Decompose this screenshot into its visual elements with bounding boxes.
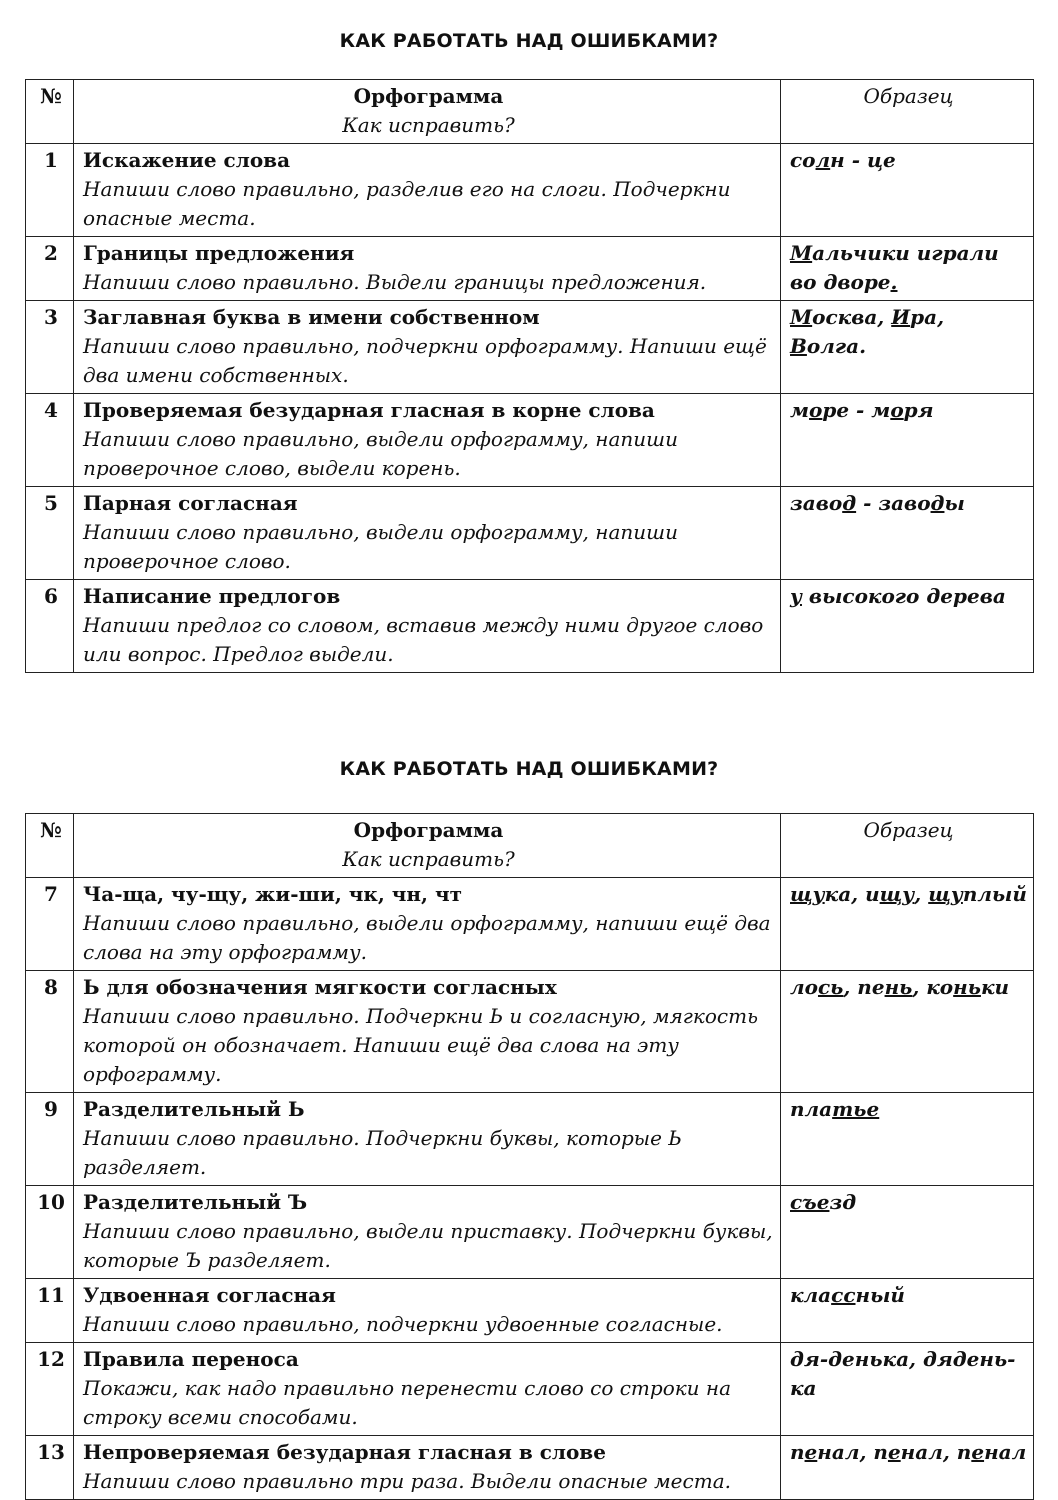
table-row bbox=[26, 487, 1034, 580]
example-part: н - це bbox=[830, 148, 896, 172]
example-cell bbox=[781, 580, 1034, 673]
header-number: № bbox=[26, 80, 74, 144]
example-part: ре - м bbox=[822, 398, 891, 422]
rule-title: Границы предложения bbox=[83, 241, 355, 265]
page-title-1: КАК РАБОТАТЬ НАД ОШИБКАМИ? bbox=[339, 30, 719, 52]
page-title-2: КАК РАБОТАТЬ НАД ОШИБКАМИ? bbox=[339, 758, 719, 780]
header-spelling-rule bbox=[74, 814, 781, 878]
example-cell bbox=[781, 878, 1034, 971]
example-cell bbox=[781, 394, 1034, 487]
example-part: заво bbox=[790, 491, 843, 515]
example-underlined-part: у bbox=[790, 584, 802, 608]
example-part: кла bbox=[790, 1283, 832, 1307]
errors-table-1 bbox=[25, 79, 1034, 673]
example-part: , ко bbox=[912, 975, 954, 999]
example-underlined-part: И bbox=[891, 305, 911, 329]
example-underlined-part: щу bbox=[790, 882, 825, 906]
table-row bbox=[26, 394, 1034, 487]
example-part: высокого дерева bbox=[801, 584, 1006, 608]
example-underlined-part: о bbox=[890, 398, 904, 422]
example-cell bbox=[781, 1436, 1034, 1500]
rule-cell bbox=[74, 1093, 781, 1186]
example-part: пла bbox=[790, 1097, 833, 1121]
row-number: 8 bbox=[26, 971, 74, 1093]
example-underlined-part: д bbox=[930, 491, 945, 515]
example-cell bbox=[781, 301, 1034, 394]
example-part: альчики играли во дворе bbox=[790, 241, 999, 294]
example-part: ки bbox=[980, 975, 1010, 999]
example-cell bbox=[781, 1093, 1034, 1186]
rule-title: Ча-ща, чу-щу, жи-ши, чк, чн, чт bbox=[83, 882, 462, 906]
table-row bbox=[26, 1093, 1034, 1186]
rule-title: Проверяемая безударная гласная в корне слова bbox=[83, 398, 655, 422]
rule-instruction: Напиши слово правильно, выдели орфограмму, напиши проверочное слово. bbox=[83, 520, 678, 573]
rule-cell bbox=[74, 1279, 781, 1343]
example-underlined-part: сь bbox=[817, 975, 844, 999]
example-cell bbox=[781, 971, 1034, 1093]
header-example: Образец bbox=[781, 814, 1034, 878]
rule-title: Непроверяемая безударная гласная в слове bbox=[83, 1440, 606, 1464]
example-part: ы bbox=[944, 491, 965, 515]
rule-cell bbox=[74, 1343, 781, 1436]
table-row bbox=[26, 1279, 1034, 1343]
table-header-row bbox=[26, 80, 1034, 144]
header-title: Орфограмма bbox=[353, 84, 504, 108]
example-cell bbox=[781, 144, 1034, 237]
rule-instruction: Напиши предлог со словом, вставив между ними другое слово или вопрос. Предлог выдели. bbox=[83, 613, 764, 666]
rule-title: Искажение слова bbox=[83, 148, 291, 172]
rule-instruction: Напиши слово правильно. Подчеркни Ь и согласную, мягкость которой он обозначает. Напиши ещё два слова на эту орфограмму. bbox=[83, 1004, 758, 1086]
rule-cell bbox=[74, 144, 781, 237]
example-underlined-part: М bbox=[790, 305, 813, 329]
example-underlined-part: о bbox=[809, 398, 823, 422]
example-part: нал bbox=[984, 1440, 1027, 1464]
example-underlined-part: е bbox=[887, 1440, 901, 1464]
example-part: п bbox=[790, 1440, 805, 1464]
example-part: зд bbox=[829, 1190, 857, 1214]
rule-cell bbox=[74, 580, 781, 673]
rule-title: Заглавная буква в имени собственном bbox=[83, 305, 540, 329]
row-number: 5 bbox=[26, 487, 74, 580]
example-part: , bbox=[914, 882, 929, 906]
rule-title: Разделительный Ь bbox=[83, 1097, 305, 1121]
example-underlined-part: . bbox=[890, 270, 898, 294]
example-cell bbox=[781, 1279, 1034, 1343]
rule-instruction: Напиши слово правильно, подчеркни орфограмму. Напиши ещё два имени собственных. bbox=[83, 334, 767, 387]
example-underlined-part: съе bbox=[790, 1190, 830, 1214]
example-part: м bbox=[790, 398, 810, 422]
example-underlined-part: щу bbox=[928, 882, 963, 906]
row-number: 4 bbox=[26, 394, 74, 487]
example-part: ка, и bbox=[824, 882, 880, 906]
example-part: нал, п bbox=[817, 1440, 888, 1464]
example-part: ло bbox=[790, 975, 818, 999]
example-part: ный bbox=[855, 1283, 905, 1307]
table-header-row bbox=[26, 814, 1034, 878]
table-row bbox=[26, 580, 1034, 673]
rule-title: Разделительный Ъ bbox=[83, 1190, 308, 1214]
rule-instruction: Напиши слово правильно. Подчеркни буквы, которые Ь разделяет. bbox=[83, 1126, 682, 1179]
row-number: 2 bbox=[26, 237, 74, 301]
example-underlined-part: сс bbox=[831, 1283, 856, 1307]
rule-title: Удвоенная согласная bbox=[83, 1283, 336, 1307]
header-subtitle: Как исправить? bbox=[342, 113, 515, 137]
rule-cell bbox=[74, 487, 781, 580]
rule-cell bbox=[74, 878, 781, 971]
example-part: осква, bbox=[812, 305, 892, 329]
header-number: № bbox=[26, 814, 74, 878]
errors-table-2 bbox=[25, 813, 1034, 1500]
example-underlined-part: М bbox=[790, 241, 813, 265]
example-part: , пе bbox=[843, 975, 885, 999]
example-underlined-part: щу bbox=[879, 882, 915, 906]
example-underlined-part: е bbox=[804, 1440, 818, 1464]
rule-title: Правила переноса bbox=[83, 1347, 299, 1371]
rule-cell bbox=[74, 1186, 781, 1279]
rule-cell bbox=[74, 237, 781, 301]
rule-instruction: Напиши слово правильно три раза. Выдели опасные места. bbox=[83, 1469, 731, 1493]
rule-instruction: Напиши слово правильно, разделив его на слоги. Подчеркни опасные места. bbox=[83, 177, 731, 230]
table-row bbox=[26, 144, 1034, 237]
example-underlined-part: нь bbox=[953, 975, 981, 999]
example-underlined-part: е bbox=[971, 1440, 985, 1464]
table-row bbox=[26, 237, 1034, 301]
example-underlined-part: нь bbox=[884, 975, 913, 999]
row-number: 12 bbox=[26, 1343, 74, 1436]
row-number: 6 bbox=[26, 580, 74, 673]
row-number: 3 bbox=[26, 301, 74, 394]
row-number: 7 bbox=[26, 878, 74, 971]
rule-instruction: Напиши слово правильно. Выдели границы предложения. bbox=[83, 270, 707, 294]
example-part: ра, bbox=[910, 305, 945, 329]
table-row bbox=[26, 1186, 1034, 1279]
header-subtitle: Как исправить? bbox=[342, 847, 515, 871]
header-title: Орфограмма bbox=[353, 818, 504, 842]
example-underlined-part: д bbox=[842, 491, 857, 515]
row-number: 1 bbox=[26, 144, 74, 237]
example-underlined-part: В bbox=[790, 334, 807, 358]
rule-instruction: Напиши слово правильно, подчеркни удвоенные согласные. bbox=[83, 1312, 723, 1336]
header-spelling-rule bbox=[74, 80, 781, 144]
example-part: нал, п bbox=[900, 1440, 972, 1464]
table-row bbox=[26, 971, 1034, 1093]
row-number: 11 bbox=[26, 1279, 74, 1343]
rule-instruction: Напиши слово правильно, выдели приставку. Подчеркни буквы, которые Ъ разделяет. bbox=[83, 1219, 773, 1272]
example-part: - заво bbox=[856, 491, 931, 515]
example-cell bbox=[781, 237, 1034, 301]
example-underlined-part: л bbox=[815, 148, 831, 172]
example-part: плый bbox=[962, 882, 1027, 906]
rule-instruction: Напиши слово правильно, выдели орфограмму, напиши ещё два слова на эту орфограмму. bbox=[83, 911, 771, 964]
table-row bbox=[26, 1343, 1034, 1436]
rule-instruction: Напиши слово правильно, выдели орфограмму, напиши проверочное слово, выдели корень. bbox=[83, 427, 678, 480]
table-row bbox=[26, 878, 1034, 971]
example-underlined-part: тье bbox=[832, 1097, 880, 1121]
row-number: 9 bbox=[26, 1093, 74, 1186]
rule-cell bbox=[74, 1436, 781, 1500]
example-part: со bbox=[790, 148, 816, 172]
table-row bbox=[26, 1436, 1034, 1500]
header-example: Образец bbox=[781, 80, 1034, 144]
example-part: ря bbox=[903, 398, 934, 422]
rule-instruction: Покажи, как надо правильно перенести слово со строки на строку всеми способами. bbox=[83, 1376, 732, 1429]
rule-title: Написание предлогов bbox=[83, 584, 341, 608]
example-part: олга. bbox=[806, 334, 867, 358]
example-cell bbox=[781, 1186, 1034, 1279]
example-part: дя-денька, дядень-ка bbox=[790, 1347, 1016, 1400]
row-number: 10 bbox=[26, 1186, 74, 1279]
rule-cell bbox=[74, 394, 781, 487]
rule-cell bbox=[74, 301, 781, 394]
table-row bbox=[26, 301, 1034, 394]
example-cell bbox=[781, 487, 1034, 580]
rule-title: Ь для обозначения мягкости согласных bbox=[83, 975, 557, 999]
rule-title: Парная согласная bbox=[83, 491, 298, 515]
rule-cell bbox=[74, 971, 781, 1093]
row-number: 13 bbox=[26, 1436, 74, 1500]
example-cell bbox=[781, 1343, 1034, 1436]
